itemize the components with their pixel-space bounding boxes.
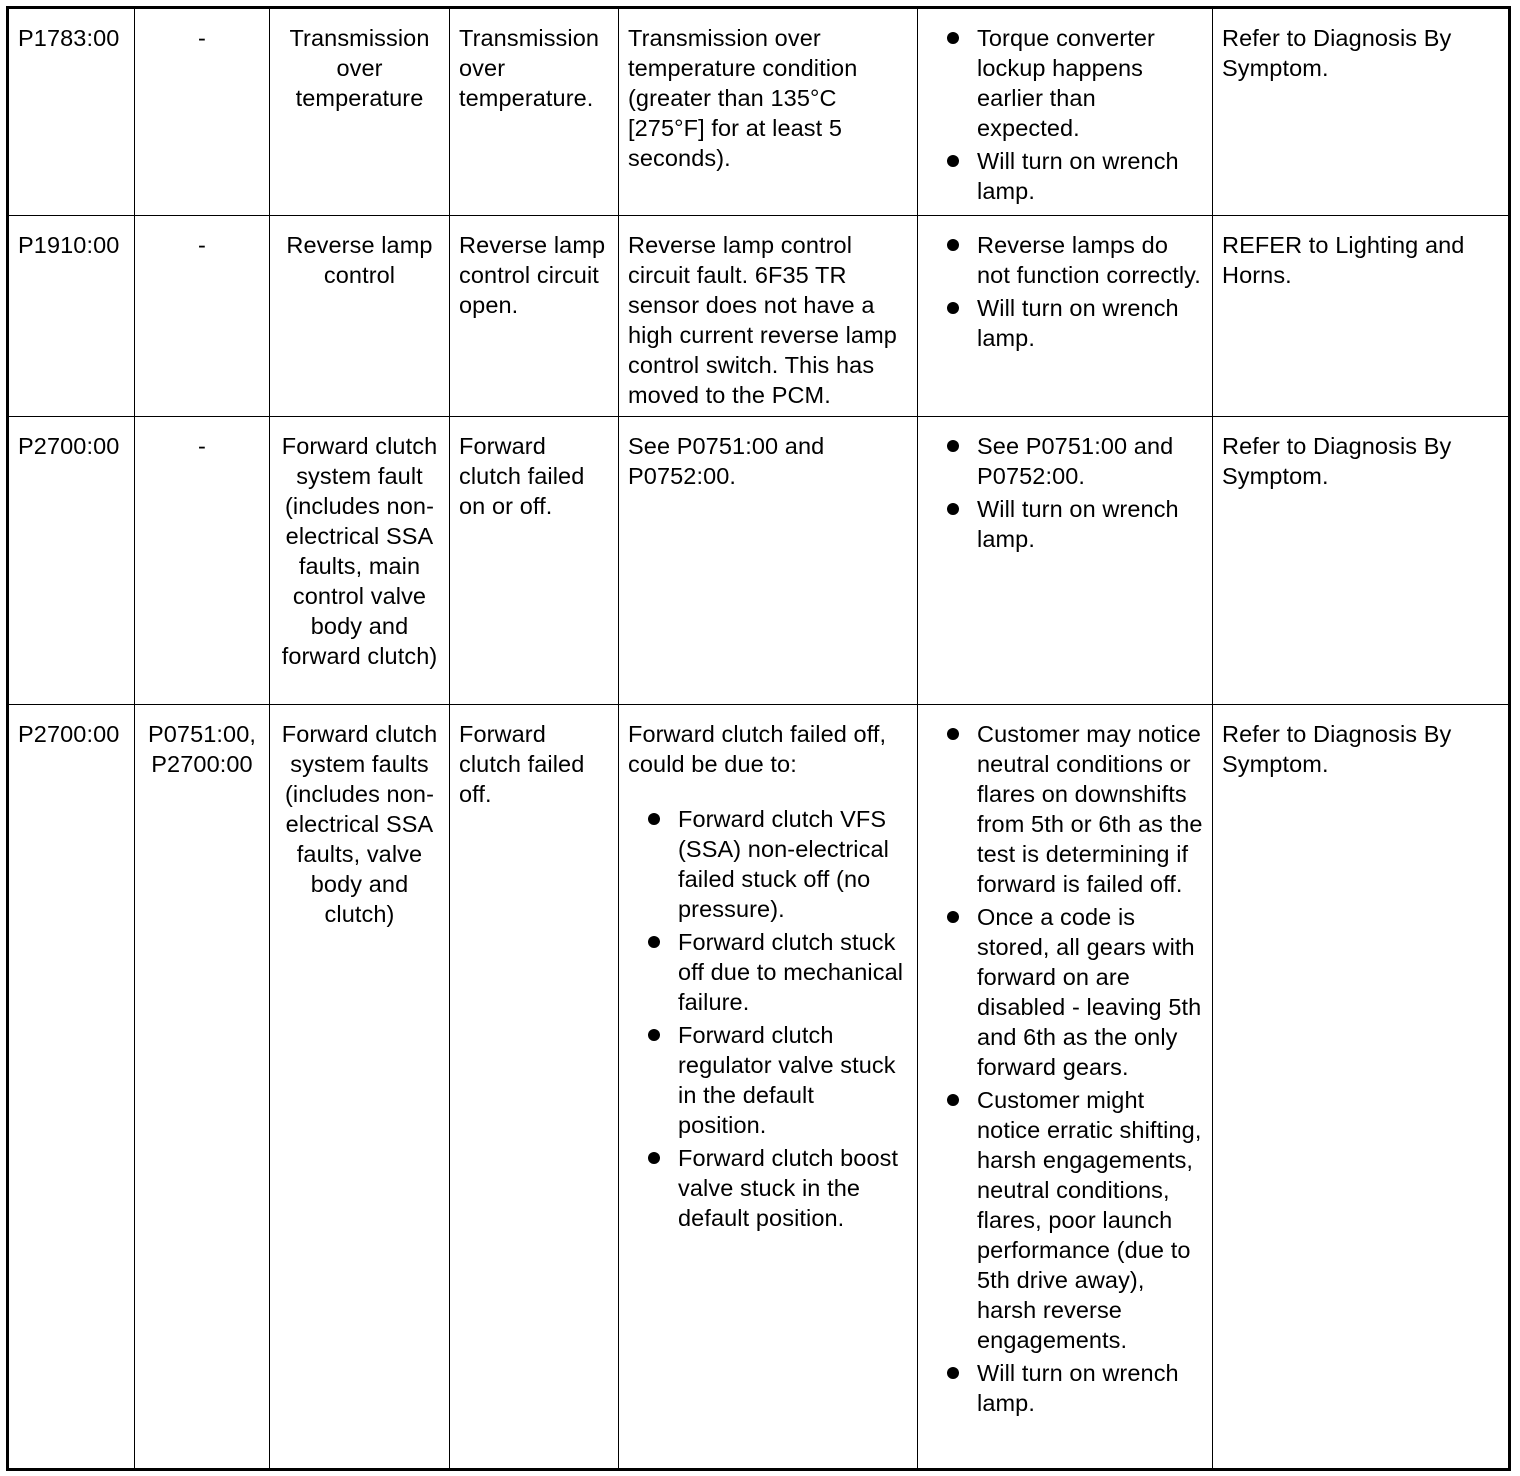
system-cell: Forward clutch system fault (includes non-electrical SSA faults, main control valve body and forward clutch): [270, 417, 450, 705]
list-item: [927, 1085, 1203, 1355]
dtc-table: [6, 6, 1511, 1471]
related-dtc-cell: -: [135, 216, 270, 417]
system-cell: Reverse lamp control: [270, 216, 450, 417]
condition-list: [628, 804, 908, 1233]
dtc-code-cell: P1783:00: [8, 8, 135, 216]
list-item: [927, 23, 1203, 143]
dtc-code-cell: P2700:00: [8, 417, 135, 705]
list-item: [927, 902, 1203, 1082]
table-row: [8, 417, 1510, 705]
system-cell: Forward clutch system faults (includes non-electrical SSA faults, valve body and clutch): [270, 705, 450, 1470]
bullet-icon: [947, 155, 959, 167]
effects-list: [927, 230, 1203, 353]
list-item: [927, 146, 1203, 206]
effects-list: [927, 23, 1203, 206]
bullet-icon: [947, 239, 959, 251]
effects-list: [927, 719, 1203, 1418]
effect-text: See P0751:00 and P0752:00.: [977, 433, 1174, 489]
bullet-icon: [947, 32, 959, 44]
effects-cell: [918, 216, 1213, 417]
effect-text: Will turn on wrench lamp.: [977, 295, 1179, 351]
effect-text: Will turn on wrench lamp.: [977, 1360, 1179, 1416]
effects-cell: [918, 417, 1213, 705]
condition-cell: Reverse lamp control circuit fault. 6F35 TR sensor does not have a high current reverse lamp control switch. This has moved to the PCM.: [619, 216, 918, 417]
action-cell: Refer to Diagnosis By Symptom.: [1213, 8, 1510, 216]
action-cell: REFER to Lighting and Horns.: [1213, 216, 1510, 417]
table-row: [8, 216, 1510, 417]
bullet-icon: [947, 503, 959, 515]
list-item: [927, 293, 1203, 353]
effect-text: Customer may notice neutral conditions or flares on downshifts from 5th or 6th as the test is determining if forward is failed off.: [977, 721, 1203, 897]
action-cell: Refer to Diagnosis By Symptom.: [1213, 417, 1510, 705]
fault-cell: Forward clutch failed off.: [450, 705, 619, 1470]
condition-cell: See P0751:00 and P0752:00.: [619, 417, 918, 705]
related-dtc-cell: -: [135, 417, 270, 705]
fault-cell: Forward clutch failed on or off.: [450, 417, 619, 705]
condition-intro: Forward clutch failed off, could be due to:: [628, 721, 887, 777]
list-item: [628, 1143, 908, 1233]
list-item: [927, 230, 1203, 290]
bullet-icon: [648, 936, 660, 948]
table-row: [8, 8, 1510, 216]
effects-cell: [918, 8, 1213, 216]
condition-item-text: Forward clutch VFS (SSA) non-electrical failed stuck off (no pressure).: [678, 806, 889, 922]
list-item: [927, 1358, 1203, 1418]
table-row: [8, 705, 1510, 1470]
condition-cell: Transmission over temperature condition (greater than 135°C [275°F] for at least 5 seconds).: [619, 8, 918, 216]
bullet-icon: [947, 728, 959, 740]
list-item: [927, 494, 1203, 554]
condition-cell: [619, 705, 918, 1470]
condition-item-text: Forward clutch stuck off due to mechanical failure.: [678, 929, 904, 1015]
list-item: [628, 804, 908, 924]
condition-item-text: Forward clutch boost valve stuck in the default position.: [678, 1145, 899, 1231]
list-item: [628, 1020, 908, 1140]
fault-cell: Reverse lamp control circuit open.: [450, 216, 619, 417]
dtc-code-cell: P1910:00: [8, 216, 135, 417]
list-item: [927, 431, 1203, 491]
action-cell: Refer to Diagnosis By Symptom.: [1213, 705, 1510, 1470]
bullet-icon: [947, 440, 959, 452]
bullet-icon: [648, 1029, 660, 1041]
effects-cell: [918, 705, 1213, 1470]
dtc-table-page: [6, 6, 1508, 1471]
effect-text: Once a code is stored, all gears with forward on are disabled - leaving 5th and 6th as the only forward gears.: [977, 904, 1202, 1080]
related-dtc-cell: -: [135, 8, 270, 216]
effect-text: Will turn on wrench lamp.: [977, 148, 1179, 204]
bullet-icon: [947, 1094, 959, 1106]
effect-text: Customer might notice erratic shifting, harsh engagements, neutral conditions, flares, poor launch performance (due to 5th drive away), harsh reverse engagements.: [977, 1087, 1202, 1353]
bullet-icon: [947, 1367, 959, 1379]
dtc-code-cell: P2700:00: [8, 705, 135, 1470]
bullet-icon: [947, 911, 959, 923]
bullet-icon: [648, 813, 660, 825]
effect-text: Reverse lamps do not function correctly.: [977, 232, 1201, 288]
list-item: [628, 927, 908, 1017]
system-cell: Transmission over temperature: [270, 8, 450, 216]
bullet-icon: [947, 302, 959, 314]
effects-list: [927, 431, 1203, 554]
related-dtc-cell: P0751:00, P2700:00: [135, 705, 270, 1470]
effect-text: Will turn on wrench lamp.: [977, 496, 1179, 552]
fault-cell: Transmission over temperature.: [450, 8, 619, 216]
condition-item-text: Forward clutch regulator valve stuck in the default position.: [678, 1022, 896, 1138]
effect-text: Torque converter lockup happens earlier than expected.: [977, 25, 1155, 141]
bullet-icon: [648, 1152, 660, 1164]
list-item: [927, 719, 1203, 899]
